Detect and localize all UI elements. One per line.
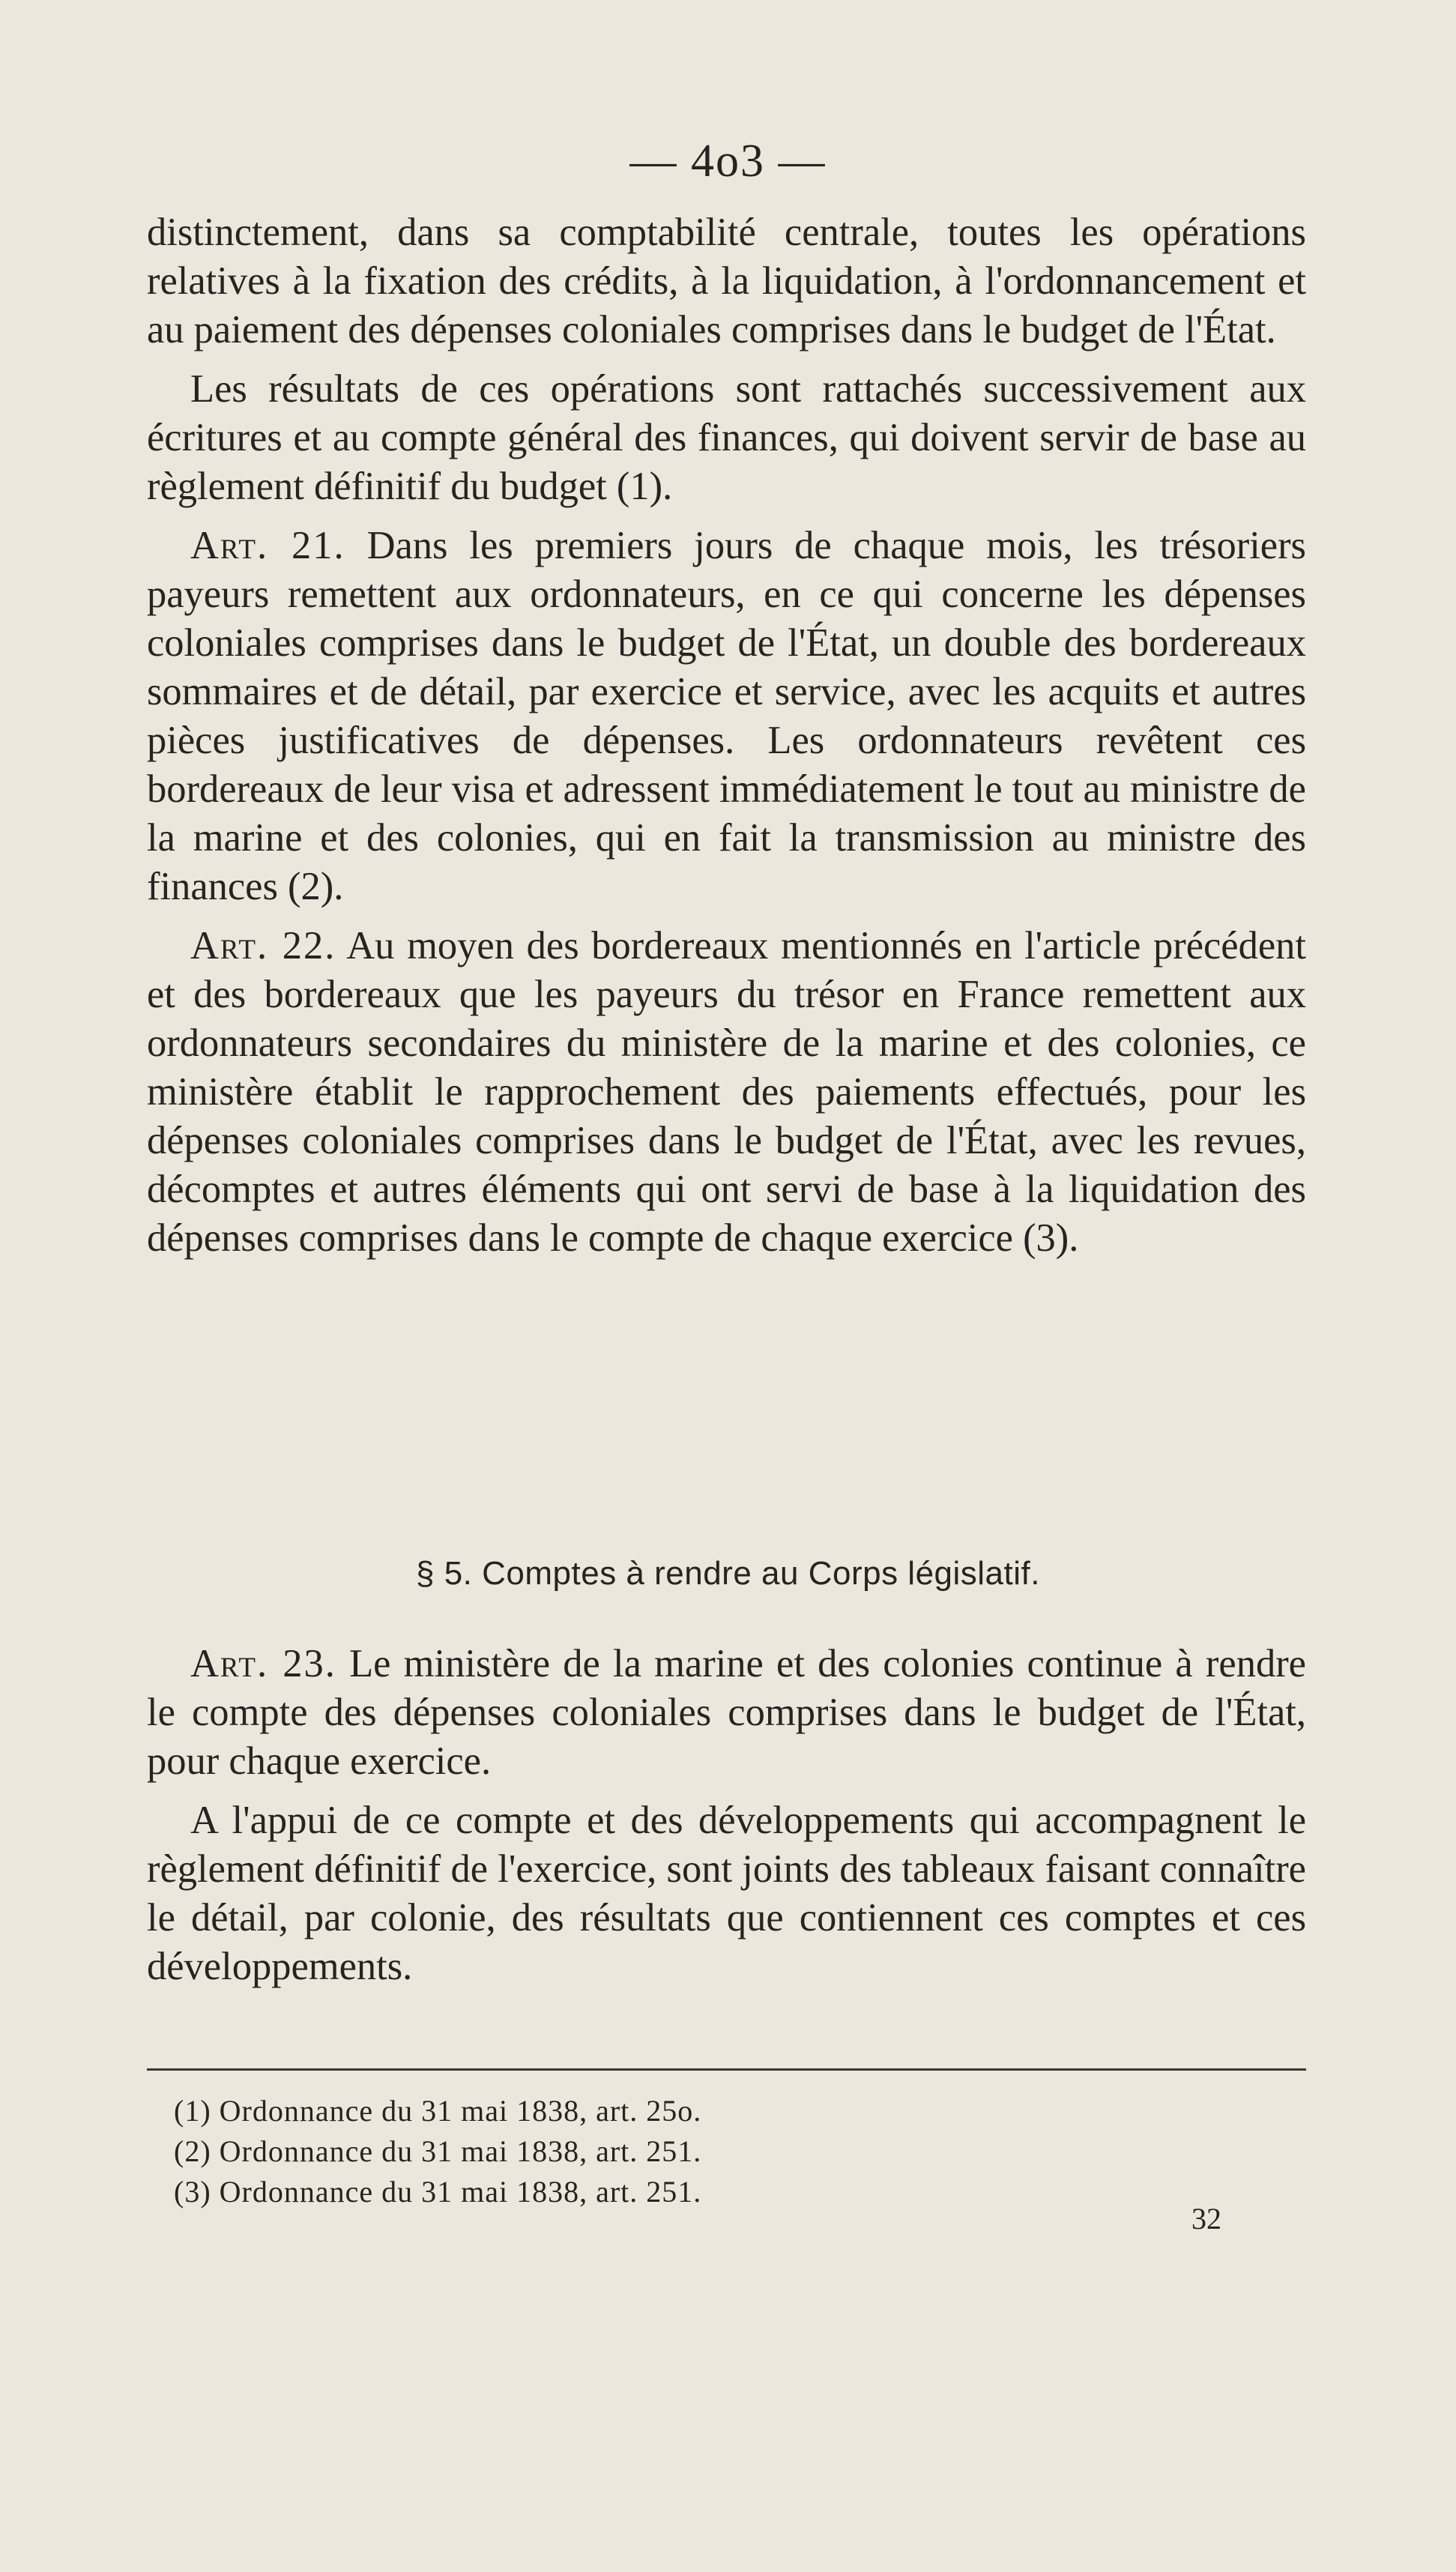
footnote-3: (3) Ordonnance du 31 mai 1838, art. 251.	[174, 2175, 702, 2209]
page-number: — 4o3 —	[629, 136, 827, 187]
article-22-text: Au moyen des bordereaux mentionnés en l'article précédent et des bordereaux que les payeurs du trésor en France remettent aux ordonnateurs secondaires du ministère de la marine et des colonies, ce ministère établit le rapprochement des paiements effectués, pour les dépenses coloniales comprises dans le budget de l'État, avec les revues, décomptes et autres éléments qui ont servi de base à la liquidation des dépenses comprises dans le compte de chaque exercice (3).	[147, 924, 1306, 1260]
footnotes	[174, 2091, 1223, 2212]
signature-mark: 32	[1191, 2202, 1221, 2236]
footnote-2: (2) Ordonnance du 31 mai 1838, art. 251.	[174, 2134, 702, 2168]
article-23	[147, 1640, 1306, 1786]
article-23-label: Art. 23.	[190, 1642, 336, 1685]
article-21	[147, 522, 1306, 911]
article-21-text: Dans les premiers jours de chaque mois, les trésoriers payeurs remettent aux ordonnateurs, en ce qui concerne les dépenses coloniales comprises dans le budget de l'État, un double des bordereaux sommaires et de détail, par exercice et service, avec les acquits et autres pièces justificatives de dépenses. Les ordonnateurs revêtent ces bordereaux de leur visa et adressent immédiatement le tout au ministre de la marine et des colonies, qui en fait la transmission au ministre des finances (2).	[147, 524, 1306, 908]
paragraph-continuation: distinctement, dans sa comptabilité centrale, toutes les opérations relatives à la fixation des crédits, à la liquidation, à l'ordonnancement et au paiement des dépenses coloniales comprises dans le budget de l'État.	[147, 211, 1306, 351]
paragraph-results: Les résultats de ces opérations sont rattachés successivement aux écritures et au compte général des finances, qui doivent servir de base au règlement définitif du budget (1).	[147, 367, 1306, 508]
section-heading: § 5. Comptes à rendre au Corps législatif.	[416, 1555, 1040, 1592]
article-21-label: Art. 21.	[190, 524, 345, 567]
main-text-continued	[147, 1640, 1306, 2002]
footnote-divider	[147, 2068, 1306, 2071]
footnote-1: (1) Ordonnance du 31 mai 1838, art. 25o.	[174, 2094, 702, 2128]
main-text	[147, 208, 1306, 1273]
paragraph-appui: A l'appui de ce compte et des développements qui accompagnent le règlement définitif de l'exercice, sont joints des tableaux faisant connaître le détail, par colonie, des résultats que contiennent ces comptes et ces développements.	[147, 1799, 1306, 1988]
article-22-label: Art. 22.	[190, 924, 336, 967]
article-22	[147, 922, 1306, 1263]
article-23-text: Le ministère de la marine et des colonies continue à rendre le compte des dépenses coloniales comprises dans le budget de l'État, pour chaque exercice.	[147, 1642, 1306, 1783]
